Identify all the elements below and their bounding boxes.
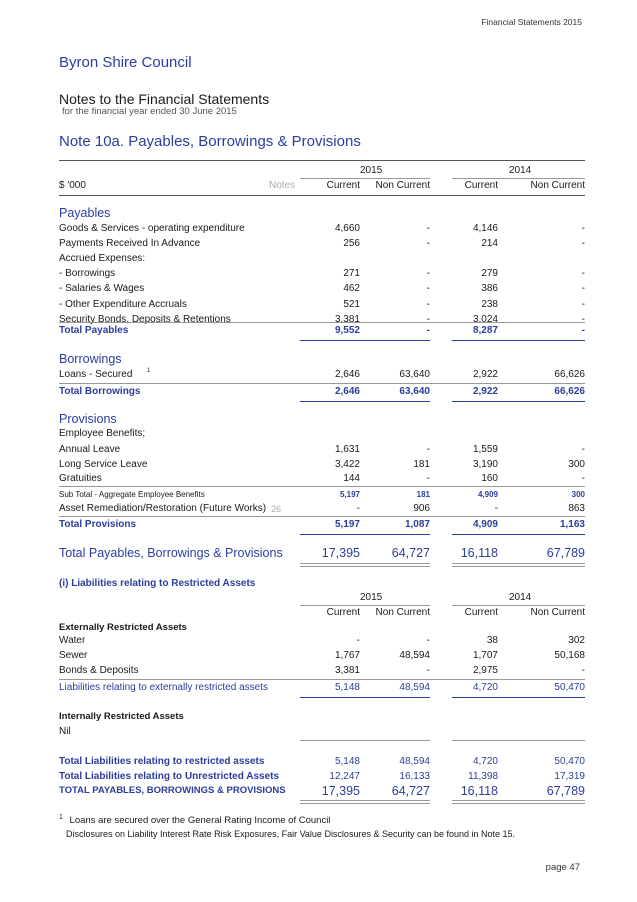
row-label: Long Service Leave	[59, 458, 148, 470]
cell: -	[581, 268, 585, 280]
external-total-row	[59, 681, 585, 695]
rule	[59, 383, 585, 384]
cell: -	[426, 238, 430, 250]
cell: -	[356, 503, 360, 514]
restricted-total-row	[59, 783, 585, 799]
row-label: Total Borrowings	[59, 386, 141, 397]
cell: 16,133	[399, 771, 430, 782]
cell: 1,631	[334, 444, 360, 455]
cell: 2,922	[472, 386, 498, 397]
cell: 214	[481, 238, 498, 250]
subtotal-employee-benefits-row	[59, 488, 585, 502]
section-heading-provisions: Provisions	[59, 412, 117, 426]
cell: 1,087	[404, 519, 430, 530]
restricted-total-row	[59, 755, 585, 769]
row-label: Sub Total - Aggregate Employee Benefits	[59, 490, 205, 499]
row-label: Total Payables, Borrowings & Provisions	[59, 546, 283, 560]
cell: -	[426, 283, 430, 295]
cell: -	[426, 298, 430, 310]
cell: 300	[568, 458, 585, 470]
unit-label: $ '000	[59, 180, 86, 191]
cell: 3,190	[472, 458, 498, 470]
table-row	[59, 282, 585, 296]
rule	[300, 697, 430, 698]
cell: 4,720	[472, 756, 498, 767]
cell: -	[426, 665, 430, 676]
year-prior: 2014	[509, 592, 532, 603]
cell: 2,646	[334, 369, 360, 380]
rule	[300, 566, 430, 567]
table-row	[59, 634, 585, 648]
rule	[59, 516, 585, 517]
non-current-col-label: Non Current	[530, 180, 585, 191]
cell: 48,594	[399, 682, 430, 693]
row-label: Accrued Expenses:	[59, 253, 146, 265]
year-current: 2015	[360, 165, 383, 176]
notes-title: Notes to the Financial Statements	[59, 91, 270, 107]
restricted-total-row	[59, 770, 585, 784]
cell: -	[581, 473, 585, 484]
current-col-label: Current	[464, 180, 498, 191]
cell: 181	[416, 490, 430, 499]
cell: 17,319	[554, 771, 585, 782]
cell: 3,381	[334, 313, 360, 325]
cell: 1,707	[472, 650, 498, 661]
current-col-label: Current	[326, 180, 360, 191]
note-heading: Note 10a. Payables, Borrowings & Provisions	[59, 133, 361, 150]
rule	[300, 800, 430, 801]
cell: 1,559	[472, 444, 498, 455]
note-reference: 26	[271, 504, 282, 514]
cell: 12,247	[329, 771, 360, 782]
cell: 906	[413, 503, 430, 514]
row-label: Gratuities	[59, 473, 102, 484]
cell: 4,909	[472, 519, 498, 530]
table-top-rule	[59, 160, 585, 161]
cell: 16,118	[460, 546, 498, 560]
row-label: Annual Leave	[59, 444, 121, 455]
cell: 3,024	[472, 313, 498, 325]
rule	[59, 679, 585, 680]
cell: 1,163	[559, 519, 585, 530]
cell: 256	[343, 238, 360, 250]
cell: -	[581, 325, 585, 336]
footnote-disclosures: Disclosures on Liability Interest Rate Risk Exposures, Fair Value Disclosures & Security can be found in Note 15.	[66, 829, 516, 839]
rule	[452, 800, 585, 801]
cell: 271	[343, 268, 360, 280]
cell: -	[494, 503, 498, 514]
cell: 1,767	[334, 650, 360, 661]
rule	[452, 803, 585, 804]
rule	[300, 340, 430, 341]
total-borrowings-row	[59, 385, 585, 399]
cell: -	[581, 283, 585, 295]
cell: -	[581, 444, 585, 455]
cell: 50,470	[554, 756, 585, 767]
section-heading-borrowings: Borrowings	[59, 352, 122, 366]
table-row	[59, 649, 585, 663]
cell: -	[581, 238, 585, 250]
table-row	[59, 252, 585, 266]
cell: 5,148	[334, 756, 360, 767]
cell: 462	[343, 283, 360, 295]
cell: -	[426, 268, 430, 280]
rule	[300, 534, 430, 535]
cell: 38	[486, 635, 498, 646]
row-label: Liabilities relating to externally restricted assets	[59, 682, 268, 693]
rule	[300, 803, 430, 804]
table-row	[59, 472, 585, 486]
column-header-row	[59, 179, 585, 193]
table-row	[59, 237, 585, 251]
externally-restricted-heading: Externally Restricted Assets	[59, 622, 187, 633]
row-label: - Borrowings	[59, 268, 116, 280]
total-payables-row	[59, 324, 585, 338]
table-row	[59, 298, 585, 312]
remediation-row	[59, 502, 585, 516]
cell: 64,727	[391, 784, 430, 798]
row-label: Goods & Services - operating expenditure	[59, 223, 245, 234]
footnote-marker: 1	[59, 814, 63, 821]
row-label: - Salaries & Wages	[59, 283, 145, 295]
total-provisions-row	[59, 518, 585, 532]
row-label: Sewer	[59, 650, 88, 661]
cell: 67,789	[546, 546, 585, 560]
table-row	[59, 222, 585, 236]
column-header-row	[59, 606, 585, 620]
cell: 521	[343, 298, 360, 310]
table-row	[59, 267, 585, 281]
rule	[452, 740, 585, 741]
table-row	[59, 443, 585, 457]
row-label: Nil	[59, 726, 71, 737]
internally-restricted-heading: Internally Restricted Assets	[59, 711, 184, 722]
row-label: Total Liabilities relating to Unrestricted Assets	[59, 771, 280, 782]
rule	[300, 740, 430, 741]
cell: 63,640	[399, 386, 430, 397]
cell: -	[426, 223, 430, 234]
cell: 48,594	[399, 650, 430, 661]
cell: 300	[571, 490, 585, 499]
current-col-label: Current	[326, 607, 360, 618]
rule	[452, 401, 585, 402]
footnote-marker: 1	[147, 368, 151, 374]
cell: 64,727	[391, 546, 430, 560]
cell: -	[581, 298, 585, 310]
cell: 238	[481, 298, 498, 310]
document-title: Financial Statements 2015	[481, 17, 582, 27]
cell: 3,381	[334, 665, 360, 676]
rule	[300, 401, 430, 402]
cell: 11,398	[468, 771, 498, 782]
row-label: Loans - Secured	[59, 369, 133, 380]
footnote-1	[59, 814, 330, 826]
cell: 9,552	[334, 325, 360, 336]
current-col-label: Current	[464, 607, 498, 618]
cell: 3,422	[334, 458, 360, 470]
table-row	[59, 368, 585, 382]
cell: 5,197	[339, 490, 360, 499]
rule	[59, 322, 585, 323]
cell: 50,470	[554, 682, 585, 693]
cell: 160	[481, 473, 498, 484]
rule	[452, 566, 585, 567]
rule	[59, 486, 585, 487]
cell: 66,626	[554, 369, 585, 380]
cell: 16,118	[460, 784, 498, 798]
cell: 8,287	[472, 325, 498, 336]
cell: 5,197	[334, 519, 360, 530]
row-label: Bonds & Deposits	[59, 665, 139, 676]
row-label: Total Provisions	[59, 519, 137, 530]
row-label: Asset Remediation/Restoration (Future Works)	[59, 503, 267, 514]
row-label: TOTAL PAYABLES, BORROWINGS & PROVISIONS	[59, 785, 286, 796]
cell: -	[356, 635, 360, 646]
row-label: - Other Expenditure Accruals	[59, 298, 187, 310]
non-current-col-label: Non Current	[375, 607, 430, 618]
non-current-col-label: Non Current	[375, 180, 430, 191]
year-prior: 2014	[509, 165, 532, 176]
cell: -	[581, 665, 585, 676]
cell: 17,395	[321, 784, 360, 798]
cell: 67,789	[546, 784, 585, 798]
rule	[452, 340, 585, 341]
cell: -	[426, 635, 430, 646]
cell: 386	[481, 283, 498, 295]
cell: 302	[568, 635, 585, 646]
row-label: Security Bonds, Deposits & Retentions	[59, 313, 231, 325]
cell: -	[426, 325, 430, 336]
cell: 50,168	[554, 650, 585, 661]
rule	[452, 697, 585, 698]
cell: -	[581, 313, 585, 325]
cell: 4,909	[477, 490, 498, 499]
cell: 863	[568, 503, 585, 514]
cell: 144	[343, 473, 360, 484]
rule	[452, 563, 585, 564]
cell: 63,640	[399, 369, 430, 380]
table-row	[59, 725, 585, 739]
rule	[452, 534, 585, 535]
cell: -	[426, 473, 430, 484]
cell: 279	[481, 268, 498, 280]
cell: 2,646	[334, 386, 360, 397]
cell: 4,146	[472, 223, 498, 234]
cell: 5,148	[334, 682, 360, 693]
rule	[300, 563, 430, 564]
row-label: Total Payables	[59, 325, 129, 336]
table-row	[59, 458, 585, 472]
organisation-name: Byron Shire Council	[59, 54, 192, 71]
reporting-period: for the financial year ended 30 June 2015	[62, 106, 237, 117]
row-label: Total Liabilities relating to restricted assets	[59, 756, 265, 767]
section-heading-payables: Payables	[59, 206, 111, 220]
table-row	[59, 664, 585, 678]
cell: 48,594	[399, 756, 430, 767]
year-current: 2015	[360, 592, 383, 603]
non-current-col-label: Non Current	[530, 607, 585, 618]
restricted-assets-heading: (i) Liabilities relating to Restricted Assets	[59, 578, 256, 589]
cell: -	[581, 223, 585, 234]
notes-column-label: Notes	[269, 180, 296, 191]
cell: 66,626	[554, 386, 585, 397]
cell: -	[426, 444, 430, 455]
row-label: Water	[59, 635, 86, 646]
cell: 4,660	[334, 223, 360, 234]
cell: 4,720	[472, 682, 498, 693]
cell: -	[426, 313, 430, 325]
page-number: page 47	[545, 862, 580, 873]
cell: 2,975	[472, 665, 498, 676]
cell: 2,922	[472, 369, 498, 380]
cell: 181	[413, 458, 430, 470]
cell: 17,395	[321, 546, 360, 560]
employee-benefits-subheading: Employee Benefits;	[59, 428, 146, 439]
grand-total-row	[59, 545, 585, 562]
footnote-text: Loans are secured over the General Rating Income of Council	[69, 815, 331, 827]
header-bottom-rule	[59, 195, 585, 196]
row-label: Payments Received In Advance	[59, 238, 201, 250]
